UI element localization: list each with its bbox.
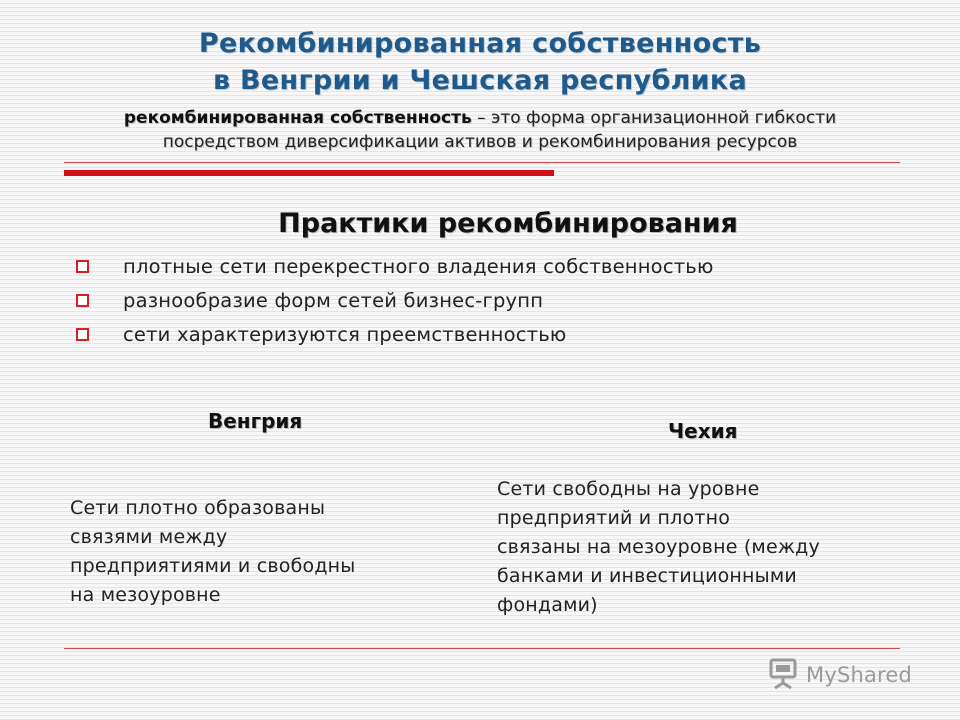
hungary-description-line: Сети плотно образованы [70,497,326,519]
bullet-item [76,288,543,312]
czech-description-line: предприятий и плотно [497,507,731,529]
bullet-item [76,254,714,278]
myshared-logo[interactable] [766,655,912,695]
slide-title-line-1: Рекомбинированная собственность [198,28,762,59]
czech-description-line: Сети свободны на уровне [497,478,760,500]
bullet-text: разнообразие форм сетей бизнес-групп [123,288,544,312]
definition-text: – это форма организационной гибкости [471,108,837,128]
czech-description-line: связаны на мезоуровне (между [497,536,820,558]
bullet-text: плотные сети перекрестного владения собственностью [123,254,714,278]
myshared-logo-text: MyShared [806,663,913,687]
slide-title-line-2: в Венгрии и Чешская республика [212,65,748,96]
bullet-square-icon [76,328,89,341]
hungary-description-line: связями между [70,526,228,548]
czech-description-line: фондами) [497,594,598,616]
definition-line-2: посредством диверсификации активов и рекомбинирования ресурсов [162,132,798,152]
top-divider-thin [64,162,900,163]
bullet-square-icon [76,294,89,307]
bullet-text: сети характеризуются преемственностью [123,322,567,346]
hungary-description-line: на мезоуровне [70,584,221,606]
bullet-item [76,322,567,346]
definition-line-1 [0,108,960,128]
hungary-heading: Венгрия [208,409,303,433]
definition-term: рекомбинированная собственность [123,108,472,128]
czech-heading: Чехия [668,419,738,443]
section-heading: Практики рекомбинирования [278,208,738,239]
hungary-description [70,494,356,610]
presentation-board-icon [766,656,800,694]
bullet-square-icon [76,260,89,273]
czech-description-line: банками и инвестиционными [497,565,797,587]
top-divider-thick [64,170,554,176]
czech-description [497,475,820,620]
hungary-description-line: предприятиями и свободны [70,555,356,577]
bottom-divider [64,648,900,649]
